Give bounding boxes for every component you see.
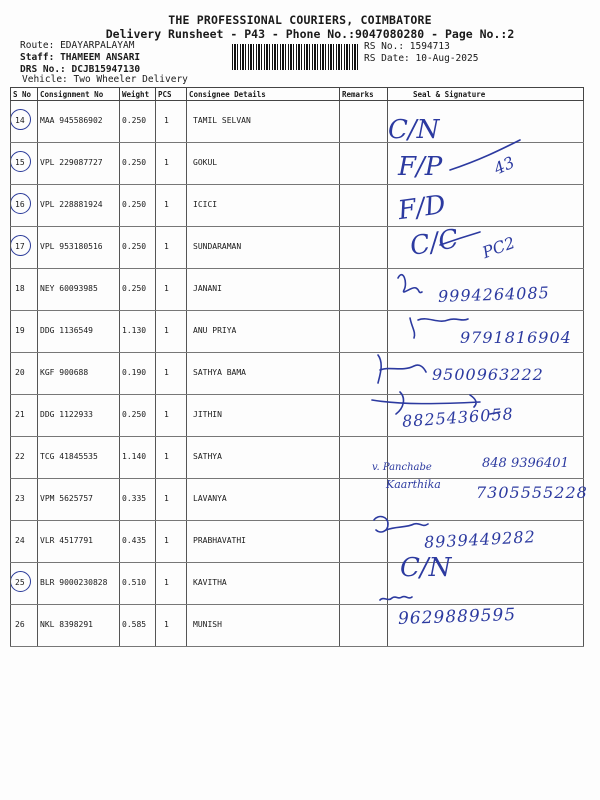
cell-consignment-text: VPL 229087727 (40, 158, 103, 167)
cell-sno (11, 605, 38, 647)
cell-pcs-text: 1 (164, 116, 169, 125)
cell-consignee (187, 437, 340, 479)
cell-consignment-text: KGF 900688 (40, 368, 89, 377)
cell-weight (120, 143, 156, 185)
cell-consignee-text: KAVITHA (193, 578, 227, 587)
cell-weight (120, 353, 156, 395)
table-row (11, 101, 584, 143)
cell-sno (11, 101, 38, 143)
rs-date-line: RS Date: 10-Aug-2025 (364, 53, 479, 64)
cell-pcs (156, 563, 187, 605)
cell-weight (120, 563, 156, 605)
cell-sno-text: 25 (15, 578, 25, 587)
cell-sno-text: 16 (15, 200, 25, 209)
cell-sno-text: 18 (15, 284, 25, 293)
col-sno: S No (11, 88, 38, 101)
cell-remarks (340, 269, 388, 311)
cell-weight-text: 0.250 (122, 284, 147, 293)
staff-value: THAMEEM ANSARI (60, 52, 141, 63)
cell-consignment-text: NKL 8398291 (40, 620, 93, 629)
cell-weight-text: 0.585 (122, 620, 147, 629)
handwriting-r16: F/D (396, 189, 448, 227)
staff-line: Staff: THAMEEM ANSARI (20, 52, 141, 63)
cell-weight (120, 269, 156, 311)
cell-sno (11, 185, 38, 227)
cell-consignee-text: JITHIN (193, 410, 222, 419)
cell-pcs (156, 311, 187, 353)
cell-weight-text: 0.510 (122, 578, 147, 587)
cell-consignee-text: SATHYA (193, 452, 222, 461)
cell-weight-text: 0.250 (122, 242, 147, 251)
cell-remarks (340, 395, 388, 437)
handwriting-r23b: 7305555228 (476, 483, 588, 502)
cell-sno-text: 15 (15, 158, 25, 167)
cell-pcs-text: 1 (164, 326, 169, 335)
cell-consignment (38, 521, 120, 563)
cell-weight (120, 479, 156, 521)
cell-sno (11, 479, 38, 521)
cell-consignment-text: VPL 228881924 (40, 200, 103, 209)
handwriting-r23a: 848 9396401 (482, 456, 569, 471)
table-row (11, 563, 584, 605)
cell-sno-text: 19 (15, 326, 25, 335)
cell-sno-text: 17 (15, 242, 25, 251)
handwriting-r23-name: v. Panchabe (372, 462, 432, 473)
cell-consignment-text: VLR 4517791 (40, 536, 93, 545)
cell-consignee (187, 143, 340, 185)
cell-pcs (156, 101, 187, 143)
cell-pcs-text: 1 (164, 158, 169, 167)
cell-consignment (38, 311, 120, 353)
cell-pcs (156, 353, 187, 395)
cell-pcs (156, 227, 187, 269)
route-line: Route: EDAYARPALAYAM (20, 40, 135, 51)
cell-sno-text: 26 (15, 620, 25, 629)
cell-pcs-text: 1 (164, 284, 169, 293)
cell-consignee-text: SUNDARAMAN (193, 242, 242, 251)
cell-consignee (187, 101, 340, 143)
cell-sno-text: 21 (15, 410, 25, 419)
cell-consignment-text: VPL 953180516 (40, 242, 103, 251)
delivered-circle-mark (11, 235, 32, 256)
cell-consignee-text: SATHYA BAMA (193, 368, 246, 377)
cell-pcs-text: 1 (164, 410, 169, 419)
cell-weight (120, 227, 156, 269)
cell-consignment (38, 563, 120, 605)
cell-consignment (38, 353, 120, 395)
cell-consignment (38, 101, 120, 143)
delivered-circle-mark (11, 193, 32, 214)
col-consignment: Consignment No (38, 88, 120, 101)
cell-weight (120, 185, 156, 227)
cell-weight-text: 0.190 (122, 368, 147, 377)
cell-weight-text: 0.250 (122, 410, 147, 419)
cell-sno (11, 563, 38, 605)
rs-no-line: RS No.: 1594713 (364, 41, 450, 52)
cell-remarks (340, 353, 388, 395)
delivered-circle-mark (11, 571, 32, 592)
cell-remarks (340, 521, 388, 563)
cell-consignee (187, 605, 340, 647)
route-value: EDAYARPALAYAM (60, 40, 135, 51)
handwriting-r25: C/N (400, 553, 452, 583)
cell-pcs (156, 605, 187, 647)
cell-sno (11, 395, 38, 437)
cell-pcs (156, 437, 187, 479)
runsheet-subtitle: Delivery Runsheet - P43 - Phone No.:9047080280 - Page No.:2 (105, 27, 515, 41)
cell-sno (11, 269, 38, 311)
cell-consignee-text: ANU PRIYA (193, 326, 237, 335)
cell-sno (11, 521, 38, 563)
document-title: THE PROFESSIONAL COURIERS, COIMBATORE (168, 13, 432, 27)
cell-consignee-text: PRABHAVATHI (193, 536, 246, 545)
cell-consignee-text: JANANI (193, 284, 222, 293)
cell-consignment-text: DDG 1136549 (40, 326, 93, 335)
cell-consignment-text: VPM 5625757 (40, 494, 93, 503)
cell-remarks (340, 185, 388, 227)
handwriting-r17: C/C (407, 224, 461, 262)
cell-sno-text: 20 (15, 368, 25, 377)
delivered-circle-mark (11, 109, 32, 130)
barcode (232, 44, 358, 70)
cell-consignee-text: MUNISH (193, 620, 222, 629)
cell-pcs (156, 479, 187, 521)
vehicle-value: Two Wheeler Delivery (73, 74, 188, 85)
cell-sno-text: 14 (15, 116, 25, 125)
cell-remarks (340, 479, 388, 521)
cell-consignment (38, 395, 120, 437)
vehicle-line: Vehicle: Two Wheeler Delivery (22, 74, 188, 85)
cell-consignment-text: DDG 1122933 (40, 410, 93, 419)
rs-date-value: 10-Aug-2025 (415, 53, 479, 64)
cell-pcs (156, 521, 187, 563)
cell-sno (11, 143, 38, 185)
cell-consignee-text: TAMIL SELVAN (193, 116, 251, 125)
cell-consignee (187, 521, 340, 563)
cell-consignee-text: LAVANYA (193, 494, 227, 503)
handwriting-r24: 8939449282 (423, 527, 537, 552)
cell-pcs-text: 1 (164, 620, 169, 629)
cell-remarks (340, 311, 388, 353)
handwriting-r26: 9629889595 (397, 604, 517, 630)
cell-consignment (38, 269, 120, 311)
cell-weight (120, 521, 156, 563)
cell-sno-text: 22 (15, 452, 25, 461)
rs-no-value: 1594713 (409, 41, 450, 52)
cell-consignee (187, 227, 340, 269)
cell-consignment-text: TCG 41845535 (40, 452, 98, 461)
cell-consignment (38, 185, 120, 227)
cell-remarks (340, 605, 388, 647)
cell-weight-text: 0.250 (122, 158, 147, 167)
cell-pcs-text: 1 (164, 494, 169, 503)
cell-pcs (156, 143, 187, 185)
handwriting-r23-name2: Kaarthika (386, 478, 441, 491)
cell-consignment (38, 605, 120, 647)
col-weight: Weight (120, 88, 156, 101)
cell-consignee-text: GOKUL (193, 158, 218, 167)
cell-weight (120, 101, 156, 143)
cell-sno-text: 24 (15, 536, 25, 545)
cell-consignment-text: NEY 60093985 (40, 284, 98, 293)
handwriting-r18: 9994264085 (437, 283, 551, 306)
cell-consignee-text: ICICI (193, 200, 218, 209)
cell-weight (120, 437, 156, 479)
cell-consignee (187, 311, 340, 353)
cell-sno-text: 23 (15, 494, 25, 503)
cell-weight-text: 1.130 (122, 326, 147, 335)
cell-consignee (187, 269, 340, 311)
handwriting-r20: 9500963222 (432, 365, 544, 384)
drs-value: DCJB15947130 (71, 64, 141, 75)
cell-sno (11, 437, 38, 479)
cell-consignment (38, 437, 120, 479)
cell-sno (11, 227, 38, 269)
handwriting-r15b: 43 (490, 152, 518, 179)
col-seal-signature: Seal & Signature (388, 88, 584, 101)
cell-weight-text: 0.250 (122, 116, 147, 125)
cell-weight (120, 605, 156, 647)
cell-remarks (340, 563, 388, 605)
col-consignee: Consignee Details (187, 88, 340, 101)
col-remarks: Remarks (340, 88, 388, 101)
delivered-circle-mark (11, 151, 32, 172)
cell-weight-text: 1.140 (122, 452, 147, 461)
cell-pcs-text: 1 (164, 368, 169, 377)
cell-pcs-text: 1 (164, 200, 169, 209)
cell-consignment (38, 227, 120, 269)
cell-weight-text: 0.335 (122, 494, 147, 503)
cell-consignee (187, 395, 340, 437)
cell-pcs (156, 185, 187, 227)
table-header-row (11, 88, 584, 101)
cell-weight (120, 311, 156, 353)
cell-remarks (340, 143, 388, 185)
cell-pcs (156, 395, 187, 437)
cell-consignee (187, 563, 340, 605)
cell-weight-text: 0.250 (122, 200, 147, 209)
cell-weight-text: 0.435 (122, 536, 147, 545)
drs-line: DRS No.: DCJB15947130 (20, 64, 141, 75)
cell-consignment-text: MAA 945586902 (40, 116, 103, 125)
cell-pcs-text: 1 (164, 578, 169, 587)
handwriting-r15: F/P (398, 152, 443, 182)
handwriting-r19: 9791816904 (460, 328, 572, 347)
handwriting-r17b: PC2 (479, 232, 518, 263)
cell-pcs-text: 1 (164, 536, 169, 545)
col-pcs: PCS (156, 88, 187, 101)
table-row (11, 185, 584, 227)
cell-consignment (38, 479, 120, 521)
handwriting-r14: C/N (388, 115, 440, 145)
cell-pcs (156, 269, 187, 311)
cell-consignment-text: BLR 9000230828 (40, 578, 108, 587)
cell-pcs-text: 1 (164, 242, 169, 251)
cell-pcs-text: 1 (164, 452, 169, 461)
cell-consignment (38, 143, 120, 185)
cell-sno (11, 311, 38, 353)
handwriting-r21: 8825436058 (401, 404, 515, 431)
cell-sno (11, 353, 38, 395)
cell-consignee (187, 353, 340, 395)
cell-weight (120, 395, 156, 437)
cell-remarks (340, 227, 388, 269)
cell-consignee (187, 479, 340, 521)
cell-remarks (340, 101, 388, 143)
cell-consignee (187, 185, 340, 227)
